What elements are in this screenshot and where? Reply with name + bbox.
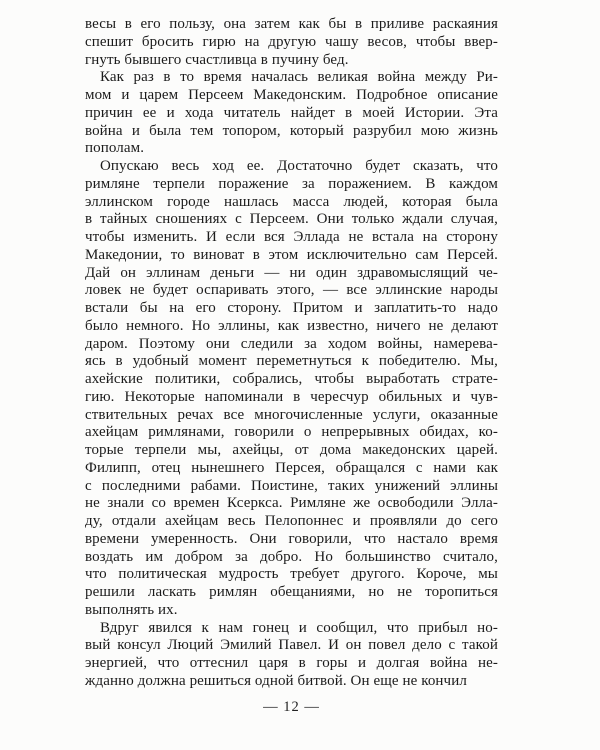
page-footer bbox=[85, 699, 498, 716]
text-line: энергией, что оттеснил царя в горы и долгая война не- bbox=[85, 655, 498, 671]
text-line: Вдруг явился к нам гонец и сообщил, что прибыл но- bbox=[100, 619, 498, 636]
text-line: с последними рабами. Поистине, таких унижений эллины bbox=[85, 477, 498, 494]
text-line: гию. Некоторые напоминали в чересчур обильных и чув- bbox=[85, 388, 498, 405]
paragraph bbox=[85, 16, 498, 69]
text-line: ясь в удобный момент переметнуться к победителю. Мы, bbox=[85, 353, 498, 370]
text-line: Опускаю весь ход ее. Достаточно будет сказать, что bbox=[100, 158, 498, 174]
text-line: ахейцам римлянами, говорили о непрерывных обидах, ко- bbox=[85, 424, 498, 441]
text-line: торые терпели мы, ахейцы, от дома македонских царей. bbox=[85, 442, 498, 458]
text-line: Дай он эллинам деньги — ни один здравомыслящий че- bbox=[85, 264, 498, 281]
text-line: причин ее и хода читатель найдет в моей Истории. Эта bbox=[85, 104, 498, 121]
text-line: времени умеренность. Они говорили, что настало время bbox=[85, 530, 498, 547]
text-line: чтобы изменить. И если вся Эллада не встала на сторону bbox=[85, 229, 498, 245]
text-line: Македонии, то виноват в этом исключительно сам Персей. bbox=[85, 246, 498, 263]
text-line: выполнять их. bbox=[85, 601, 178, 618]
text-line: Как раз в то время началась великая война между Ри- bbox=[100, 69, 498, 86]
text-line: ствительных речах все многочисленные услуги, оказанные bbox=[85, 406, 498, 423]
text-line: ду, отдали ахейцам весь Пелопоннес и проявляли до сего bbox=[85, 513, 498, 529]
paragraph bbox=[85, 620, 498, 691]
text-line: гнуть бывшего счастливца в пучину бед. bbox=[85, 51, 349, 68]
text-line: пополам. bbox=[85, 140, 145, 157]
text-line: даром. Поэтому они следили за ходом войны, намерева- bbox=[85, 335, 498, 352]
text-line: весы в его пользу, она затем как бы в приливе раскаяния bbox=[85, 16, 498, 32]
paragraph bbox=[85, 158, 498, 620]
text-line: было немного. Но эллины, как известно, ничего не делают bbox=[85, 317, 498, 334]
text-line: война и была тем топором, который разрубил мою жизнь bbox=[85, 122, 498, 139]
text-line: ловек не будет оспаривать этого, — все эллинские народы bbox=[85, 282, 498, 299]
text-line: спешит бросить гирю на другую чашу весов, чтобы ввер- bbox=[85, 33, 498, 50]
text-line: ахейские политики, собрались, чтобы выработать страте- bbox=[85, 371, 498, 387]
text-line: в тайных сношениях с Персеем. Они только ждали случая, bbox=[85, 211, 498, 228]
text-line: римляне терпели поражение за поражением. В каждом bbox=[85, 175, 498, 192]
text-line: эллинском городе нашлась масса людей, которая была bbox=[85, 193, 498, 210]
text-line: решили ласкать римлян обещаниями, но не торопиться bbox=[85, 584, 498, 600]
text-line: жданно должна решиться одной битвой. Он еще не кончил bbox=[85, 672, 467, 689]
text-line: что политическая мудрость требует другого. Короче, мы bbox=[85, 566, 498, 583]
text-line: не знали со времен Ксеркса. Римляне же освободили Элла- bbox=[85, 495, 498, 512]
page-number: — 12 — bbox=[263, 699, 320, 715]
text-line: мом и царем Персеем Македонским. Подробное описание bbox=[85, 87, 498, 103]
text-line: воздать им добром за добро. Но большинство считало, bbox=[85, 548, 498, 565]
paragraph bbox=[85, 69, 498, 158]
text-block bbox=[85, 16, 498, 691]
text-line: вый консул Люций Эмилий Павел. И он повел дело с такой bbox=[85, 637, 498, 654]
text-line: встали бы на его сторону. Притом и заплатить-то надо bbox=[85, 300, 498, 316]
text-line: Филипп, отец нынешнего Персея, обращался с нами как bbox=[85, 459, 498, 476]
